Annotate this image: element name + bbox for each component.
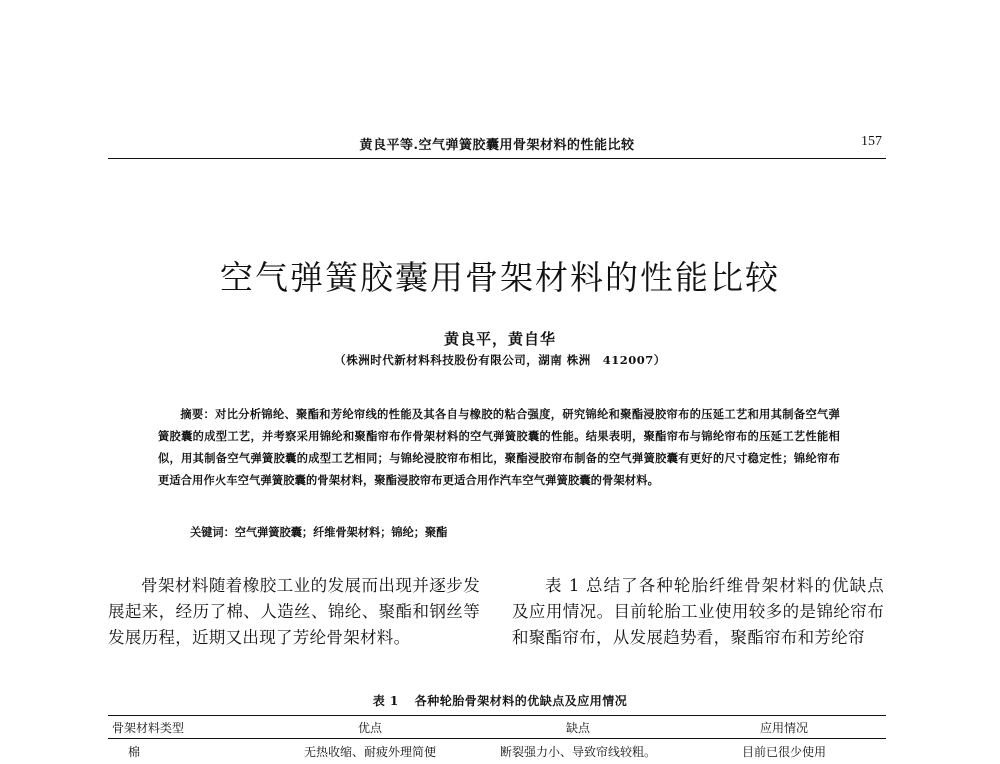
page-number: 157	[861, 134, 882, 150]
table-1	[108, 715, 886, 764]
table-caption	[0, 692, 1000, 709]
materials-table	[108, 716, 886, 764]
table-cell: 棉	[108, 739, 266, 764]
body-column-left: 骨架材料随着橡胶工业的发展而出现并逐步发展起来，经历了棉、人造丝、锦纶、聚酯和钢丝等发展历程，近期又出现了芳纶骨架材料。	[108, 573, 480, 651]
table-caption-text: 各种轮胎骨架材料的优缺点及应用情况	[415, 694, 628, 708]
affiliation: （株洲时代新材料科技股份有限公司，湖南 株洲 412007）	[0, 352, 1000, 368]
table-row	[108, 739, 886, 764]
table-cell: 无热收缩、耐疲外理简便	[266, 739, 474, 764]
table-header-cell: 缺点	[474, 716, 682, 739]
table-header-row	[108, 716, 886, 739]
table-header-cell: 应用情况	[682, 716, 886, 739]
table-cell: 断裂强力小、导致帘线较粗。	[474, 739, 682, 764]
running-header	[108, 134, 886, 159]
table-header-cell: 骨架材料类型	[108, 716, 266, 739]
keywords: 关键词：空气弹簧胶囊；纤维骨架材料；锦纶；聚酯	[190, 524, 830, 540]
table-cell: 目前已很少使用	[682, 739, 886, 764]
paper-title: 空气弹簧胶囊用骨架材料的性能比较	[0, 252, 1000, 299]
abstract: 摘要：对比分析锦纶、聚酯和芳纶帘线的性能及其各自与橡胶的粘合强度，研究锦纶和聚酯浸胶帘布的压延工艺和用其制备空气弹簧胶囊的成型工艺，并考察采用锦纶和聚酯帘布作骨架材料的空气弹簧胶囊的性能。结果表明，聚酯帘布与锦纶帘布的压延工艺性能相似，用其制备空气弹簧胶囊的成型工艺相同；与锦纶浸胶帘布相比，聚酯浸胶帘布制备的空气弹簧胶囊有更好的尺寸稳定性；锦纶帘布更适合用作火车空气弹簧胶囊的骨架材料，聚酯浸胶帘布更适合用作汽车空气弹簧胶囊的骨架材料。	[158, 403, 840, 491]
table-header-cell: 优点	[266, 716, 474, 739]
table-caption-number: 表 1	[373, 694, 399, 708]
authors: 黄良平，黄自华	[0, 328, 1000, 349]
body-column-right: 表 1 总结了各种轮胎纤维骨架材料的优缺点及应用情况。目前轮胎工业使用较多的是锦纶帘布和聚酯帘布，从发展趋势看，聚酯帘布和芳纶帘	[512, 573, 884, 651]
running-title: 黄良平等.空气弹簧胶囊用骨架材料的性能比较	[108, 134, 886, 153]
